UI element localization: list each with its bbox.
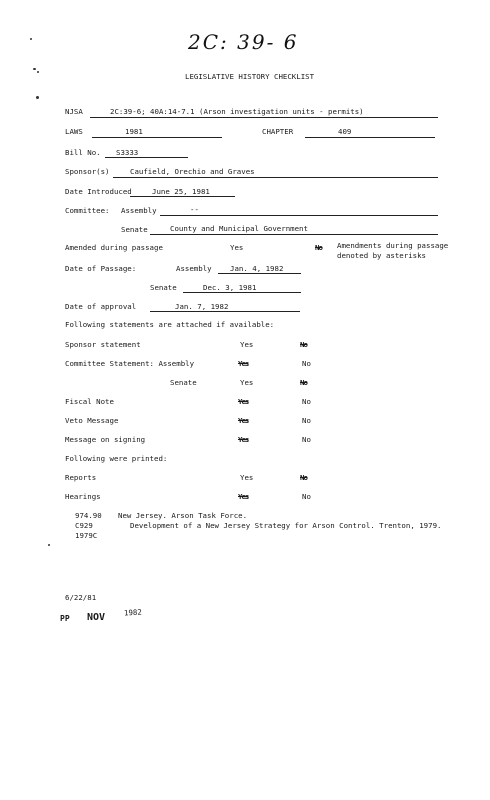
statement-row-no: No: [302, 435, 311, 444]
statement-row-no: No: [302, 416, 311, 425]
stamp-prefix: PP: [60, 614, 70, 623]
sponsor-underline: [113, 177, 438, 178]
statement-row-label: Fiscal Note: [65, 397, 114, 406]
statement-row-yes: Yes: [240, 340, 254, 349]
passage-assembly-underline: [218, 273, 301, 274]
margin-speck: [33, 68, 36, 70]
committee-senate-label: Senate: [121, 225, 148, 234]
passage-senate-value: Dec. 3, 1981: [203, 283, 257, 292]
laws-label: LAWS: [65, 127, 83, 136]
introduced-label: Date Introduced: [65, 187, 132, 196]
sponsor-label: Sponsor(s): [65, 167, 110, 176]
amended-label: Amended during passage: [65, 243, 163, 252]
introduced-underline: [130, 196, 235, 197]
approval-label: Date of approval: [65, 302, 137, 311]
committee-label: Committee:: [65, 206, 110, 215]
chapter-label: CHAPTER: [262, 127, 294, 136]
passage-label: Date of Passage:: [65, 264, 137, 273]
statement-row-label: Veto Message: [65, 416, 119, 425]
amended-note-line2: denoted by asterisks: [337, 251, 426, 260]
call-number-3: 1979C: [75, 531, 98, 540]
bill-label: Bill No.: [65, 148, 101, 157]
page-title: LEGISLATIVE HISTORY CHECKLIST: [185, 72, 315, 81]
printed-row-label: Hearings: [65, 492, 101, 501]
printed-row-yes-struck: Yes: [238, 492, 249, 501]
committee-assembly-underline: [160, 215, 438, 216]
printed-row-no: No: [302, 492, 311, 501]
margin-speck: [36, 96, 39, 99]
printed-row-no-struck: No: [300, 473, 307, 482]
margin-speck: [48, 544, 50, 546]
committee-senate-underline: [150, 234, 438, 235]
njsa-value: 2C:39-6; 40A:14-7.1 (Arson investigation units - permits): [110, 107, 364, 116]
njsa-underline: [90, 117, 438, 118]
statement-row-label: Message on signing: [65, 435, 146, 444]
statement-row-yes-struck: Yes: [238, 397, 249, 406]
footer-date: 6/22/81: [65, 593, 97, 602]
sponsor-value: Caufield, Orechio and Graves: [130, 167, 255, 176]
bill-underline: [105, 157, 188, 158]
reference-author: New Jersey. Arson Task Force.: [118, 511, 248, 520]
statement-row-label: Committee Statement: Assembly: [65, 359, 195, 368]
statement-row-yes-struck: Yes: [238, 416, 249, 425]
passage-senate-label: Senate: [150, 283, 177, 292]
amended-no-struck: No: [315, 243, 322, 252]
njsa-label: NJSA: [65, 107, 83, 116]
passage-assembly-label: Assembly: [176, 264, 212, 273]
handwritten-reference: 2C: 39- 6: [188, 30, 299, 54]
statements-heading: Following statements are attached if available:: [65, 320, 275, 329]
statement-row-label: Sponsor statement: [65, 340, 141, 349]
passage-senate-underline: [183, 292, 301, 293]
reference-title: Development of a New Jersey Strategy for Arson Control. Trenton, 1979.: [130, 521, 442, 530]
margin-speck: [30, 38, 32, 40]
committee-assembly-value: --: [190, 205, 199, 214]
committee-senate-value: County and Municipal Government: [170, 224, 308, 233]
stamp-month: NOV: [87, 612, 106, 623]
chapter-underline: [305, 137, 435, 138]
committee-assembly-label: Assembly: [121, 206, 157, 215]
amended-note-line1: Amendments during passage: [337, 241, 449, 250]
statement-row-yes-struck: Yes: [238, 359, 249, 368]
statement-row-yes-struck: Yes: [238, 435, 249, 444]
printed-row-label: Reports: [65, 473, 97, 482]
printed-heading: Following were printed:: [65, 454, 168, 463]
statement-row-label: Senate: [170, 378, 197, 387]
statement-row-no: No: [302, 397, 311, 406]
amended-yes: Yes: [230, 243, 244, 252]
printed-row-yes: Yes: [240, 473, 254, 482]
passage-assembly-value: Jan. 4, 1982: [230, 264, 284, 273]
statement-row-no-struck: No: [300, 340, 307, 349]
margin-speck: [37, 71, 39, 73]
statement-row-no: No: [302, 359, 311, 368]
chapter-value: 409: [338, 127, 352, 136]
laws-underline: [92, 137, 222, 138]
introduced-value: June 25, 1981: [152, 187, 210, 196]
approval-underline: [150, 311, 300, 312]
laws-value: 1981: [125, 127, 143, 136]
statement-row-no-struck: No: [300, 378, 307, 387]
statement-row-yes: Yes: [240, 378, 254, 387]
bill-value: S3333: [116, 148, 139, 157]
call-number-1: 974.90: [75, 511, 102, 520]
stamp-year: 1982: [123, 607, 143, 618]
call-number-2: C929: [75, 521, 93, 530]
approval-value: Jan. 7, 1982: [175, 302, 229, 311]
